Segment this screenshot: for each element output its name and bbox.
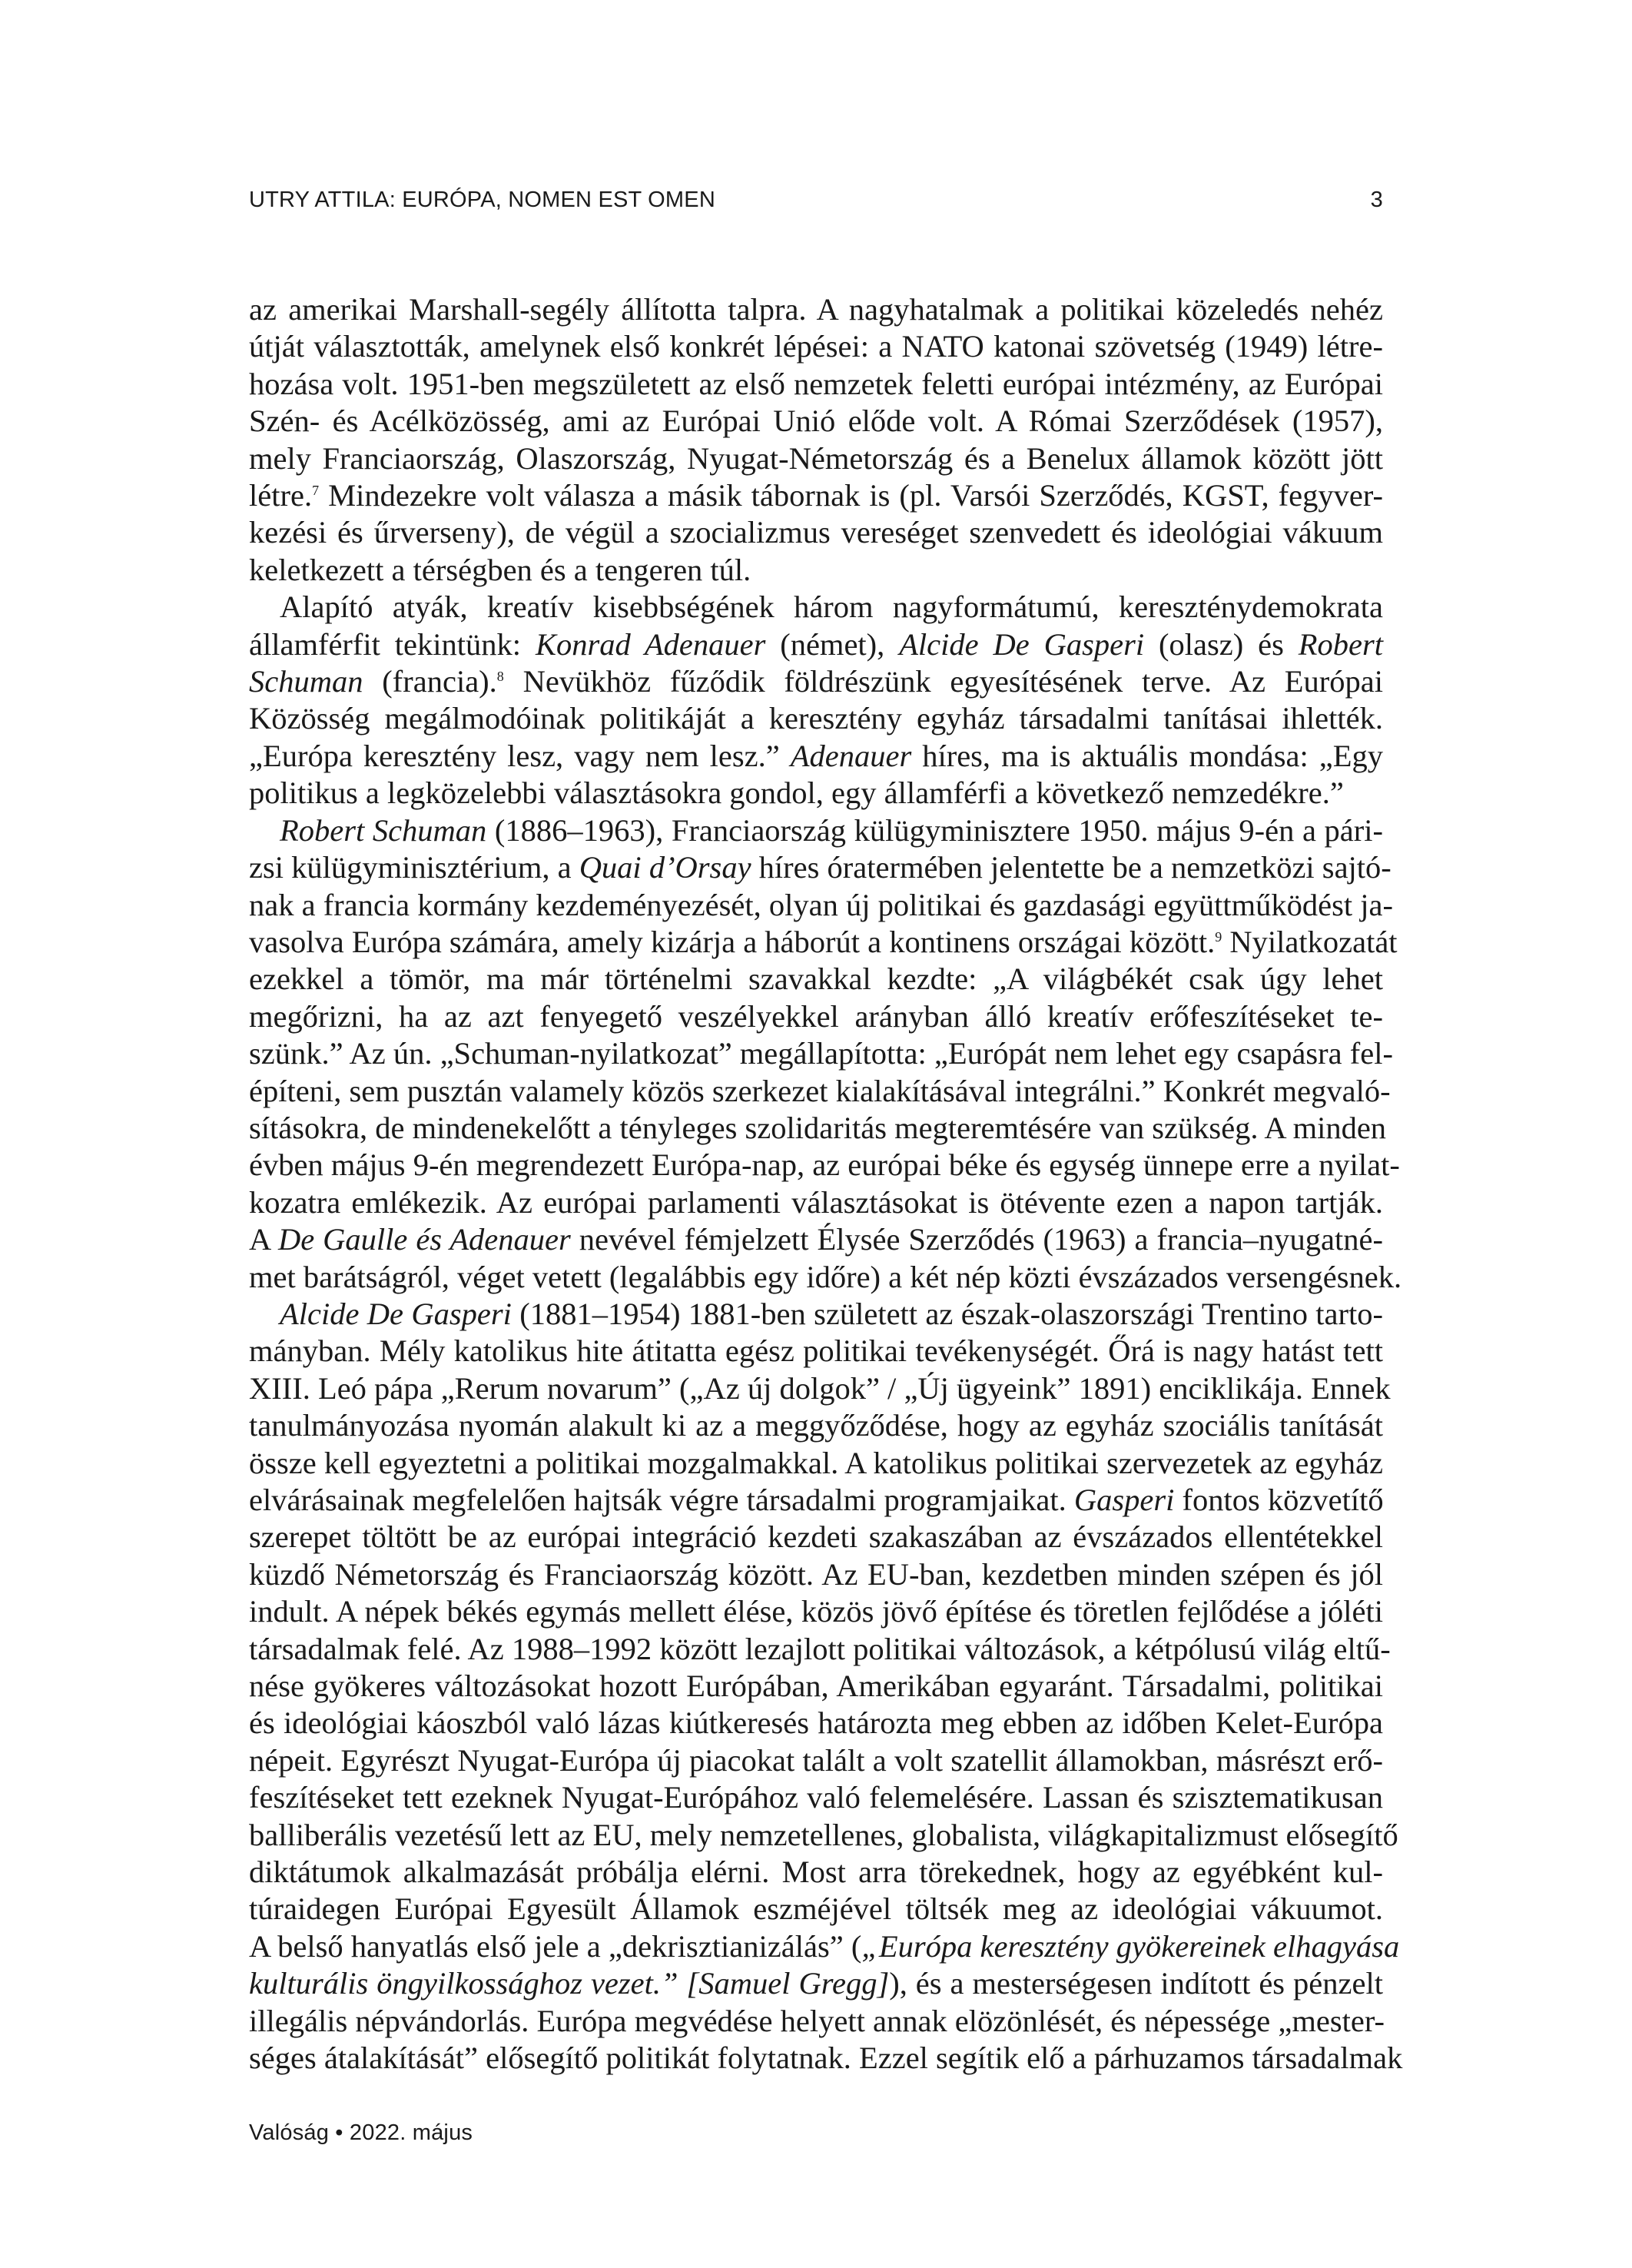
text-line: illegális népvándorlás. Európa megvédése helyett annak elözönlését, és népessége „mester- xyxy=(249,2003,1385,2038)
text-line: mely Franciaország, Olaszország, Nyugat-Németország és a Benelux államok között jött xyxy=(249,440,1383,476)
paragraph-p3 xyxy=(249,812,1402,1296)
text-line: Robert Schuman (1886–1963), Franciaország külügyminisztere 1950. május 9-én a pári- xyxy=(280,812,1384,848)
text-line: évben május 9-én megrendezett Európa-nap, az európai béke és egység ünnepe erre a nyilat- xyxy=(249,1147,1400,1183)
text-line: ezekkel a tömör, ma már történelmi szavakkal kezdte: „A világbékét csak úgy lehet xyxy=(249,961,1383,997)
text-line: létre.$^7$ Mindezekre volt válasza a másik tábornak is (pl. Varsói Szerződés, KGST, fegyver- xyxy=(249,478,1383,513)
text-line: államférfit tekintünk: Konrad Adenauer (német), Alcide De Gasperi (olasz) és Robert xyxy=(249,626,1384,662)
running-title: UTRY ATTILA: EURÓPA, NOMEN EST OMEN xyxy=(249,188,715,212)
text-line: elvárásainak megfelelően hajtsák végre társadalmi programjaikat. Gasperi fontos közvetítő xyxy=(249,1483,1384,1517)
text-line: kozatra emlékezik. Az európai parlamenti választásokat is ötévente ezen a napon tartják. xyxy=(249,1184,1383,1220)
italic-name: Robert xyxy=(1298,626,1384,662)
text-line: sításokra, de mindenekelőtt a tényleges szolidaritás megteremtésére van szükség. A minden xyxy=(249,1110,1387,1145)
text-line: Alapító atyák, kreatív kisebbségének három nagyformátumú, kereszténydemokrata xyxy=(280,589,1383,625)
italic-name: Schuman xyxy=(249,664,363,699)
article-body xyxy=(249,291,1403,2082)
text-line: politikus a legközelebbi választásokra gondol, egy államférfi a következő nemzedékre.” xyxy=(249,775,1344,811)
text-line: szerepet töltött be az európai integráció kezdeti szakaszában az évszázados ellentétekkel xyxy=(249,1519,1383,1555)
italic-name: Quai d’Orsay xyxy=(579,850,751,885)
text-line: tanulmányozása nyomán alakult ki az a meggyőződése, hogy az egyház szociális tanítását xyxy=(249,1408,1383,1443)
text-line: Alcide De Gasperi (1881–1954) 1881-ben született az észak-olaszországi Trentino tarto- xyxy=(280,1296,1383,1331)
text-line: és ideológiai káoszból való lázas kiútkeresés határozta meg ebben az időben Kelet-Európa xyxy=(249,1705,1383,1741)
italic-name: „Európa keresztény gyökereinek elhagyása xyxy=(861,1928,1400,1964)
text-line: A belső hanyatlás első jele a „dekrisztianizálás” („Európa keresztény gyökereinek elhagyása xyxy=(249,1928,1400,1964)
italic-name: Adenauer xyxy=(790,738,912,773)
text-line: megőrizni, ha az azt fenyegető veszélyekkel arányban álló kreatív erőfeszítéseket te- xyxy=(249,998,1383,1034)
italic-name: De Gaulle és Adenauer xyxy=(277,1222,571,1257)
paragraph-p4 xyxy=(249,1296,1403,2077)
text-line: útját választották, amelynek első konkrét lépései: a NATO katonai szövetség (1949) létre- xyxy=(249,329,1383,364)
text-line: túraidegen Európai Egyesült Államok eszméjével töltsék meg az ideológiai vákuumot. xyxy=(249,1891,1383,1927)
text-line: keletkezett a térségben és a tengeren túl. xyxy=(249,552,751,587)
footnote-marker: 7 xyxy=(312,483,320,499)
text-line: met barátságról, véget vetett (legalábbis egy időre) a két nép közti évszázados versengésnek. xyxy=(249,1259,1402,1294)
text-line: indult. A népek békés egymás mellett élése, közös jövő építése és töretlen fejlődése a jóléti xyxy=(249,1594,1383,1629)
text-line: séges átalakítását” elősegítő politikát folytatnak. Ezzel segítik elő a párhuzamos társadalmak xyxy=(249,2041,1403,2076)
text-line: az amerikai Marshall-segély állította talpra. A nagyhatalmak a politikai közeledés nehéz xyxy=(249,292,1383,327)
footer-journal-issue: Valóság • 2022. május xyxy=(249,2120,473,2145)
paragraph-p2 xyxy=(249,589,1383,812)
footnote-marker: 8 xyxy=(496,669,504,685)
text-line: „Európa keresztény lesz, vagy nem lesz.” Adenauer híres, ma is aktuális mondása: „Egy xyxy=(249,738,1383,773)
running-head xyxy=(249,188,1383,218)
text-line: nése gyökeres változásokat hozott Európában, Amerikában egyaránt. Társadalmi, politikai xyxy=(249,1669,1383,1704)
text-line: Szén- és Acélközösség, ami az Európai Unió elődе volt. A Római Szerződések (1957), xyxy=(249,403,1383,439)
text-line: nak a francia kormány kezdeményezését, olyan új politikai és gazdasági együttműködést ja- xyxy=(249,887,1393,922)
text-line: feszítéseket tett ezeknek Nyugat-Európához való felemelésére. Lassan és szisztematikusan xyxy=(249,1780,1383,1815)
text-line: hozása volt. 1951-ben megszületett az első nemzetek feletti európai intézmény, az Európai xyxy=(249,366,1383,401)
italic-name: Alcide De Gasperi xyxy=(899,626,1145,662)
paragraph-p1 xyxy=(249,291,1383,589)
text-line: mányban. Mély katolikus hite átitatta egész politikai tevékenységét. Őrá is nagy hatást tett xyxy=(249,1333,1383,1369)
footnote-marker: 9 xyxy=(1215,928,1222,945)
italic-name: Gasperi xyxy=(1073,1483,1175,1517)
italic-name: Alcide De Gasperi xyxy=(280,1296,512,1331)
page-number: 3 xyxy=(1370,188,1383,212)
text-line: kulturális öngyilkossághoz vezet.” [Samuel Gregg]), és a mesterségesen indított és pénzelt xyxy=(249,1966,1383,2001)
italic-name: kulturális öngyilkossághoz vezet.” [Samuel Gregg] xyxy=(249,1966,890,2001)
text-line: zsi külügyminisztérium, a Quai d’Orsay híres óratermében jelentette be a nemzetközi sajtó- xyxy=(249,850,1392,885)
text-line: balliberális vezetésű lett az EU, mely nemzetellenes, globalista, világkapitalizmust elősegítő xyxy=(249,1817,1398,1852)
text-line: vasolva Európa számára, amely kizárja a háborút a kontinens országai között.$^9$ Nyilatkozatát xyxy=(249,924,1398,959)
italic-name: Robert Schuman xyxy=(280,812,487,848)
text-line: A De Gaulle és Adenauer nevével fémjelzett Élysée Szerződés (1963) a francia–nyugatné- xyxy=(249,1222,1383,1257)
text-line: XIII. Leó pápa „Rerum novarum” („Az új dolgok” / „Új ügyeink” 1891) enciklikája. Ennek xyxy=(249,1370,1391,1406)
text-line: társadalmak felé. Az 1988–1992 között lezajlott politikai változások, a kétpólusú világ eltű- xyxy=(249,1631,1391,1666)
text-line: kezési és űrverseny), de végül a szocializmus vereséget szenvedett és ideológiai vákuum xyxy=(249,515,1383,550)
text-line: diktátumok alkalmazását próbálja elérni. Most arra törekednek, hogy az egyébként kul- xyxy=(249,1855,1383,1890)
text-line: Közösség megálmodóinak politikáját a keresztény egyház társadalmi tanításai ihlették. xyxy=(249,701,1383,736)
text-line: népeit. Egyrészt Nyugat-Európa új piacokat talált a volt szatellit államokban, másrészt erő- xyxy=(249,1742,1383,1778)
text-line: szünk.” Az ún. „Schuman-nyilatkozat” megállapította: „Európát nem lehet egy csapásra fel- xyxy=(249,1036,1393,1071)
text-line: össze kell egyeztetni a politikai mozgalmakkal. A katolikus politikai szervezetek az egyház xyxy=(249,1445,1383,1480)
text-line: küzdő Németország és Franciaország között. Az EU-ban, kezdetben minden szépen és jól xyxy=(249,1556,1383,1592)
text-line: építeni, sem pusztán valamely közös szerkezet kialakításával integrálni.” Konkrét megvaló- xyxy=(249,1073,1391,1108)
italic-name: Konrad Adenauer xyxy=(535,626,766,662)
text-line: Schuman (francia).$^8$ Nevükhöz fűződik földrészünk egyesítésének terve. Az Európai xyxy=(249,664,1383,699)
